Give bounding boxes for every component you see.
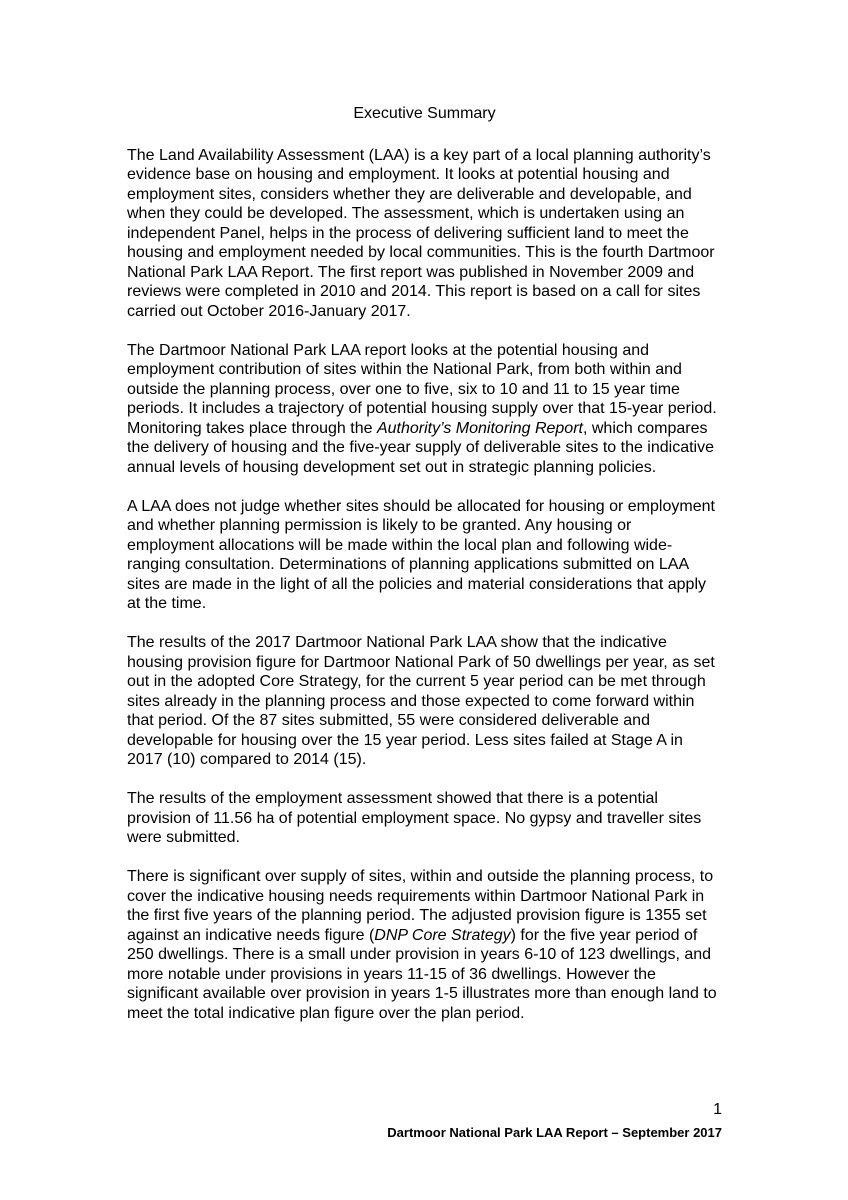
paragraph: [127, 867, 722, 1023]
paragraph: [127, 789, 722, 848]
page-number: 1: [713, 1101, 722, 1118]
text-run: A LAA does not judge whether sites should be allocated for housing or employment and whether planning permission is likely to be granted. Any housing or employment allocations will be made within the local plan and following wide-ranging consultation. Determinations of planning applications submitted on LAA sites are made in the light of all the policies and material considerations that apply at the time.: [127, 497, 715, 612]
paragraph: [127, 146, 722, 322]
page-content: [127, 104, 722, 1043]
italic-text-run: DNP Core Strategy: [374, 926, 511, 944]
paragraph: [127, 633, 722, 770]
page-title: Executive Summary: [353, 105, 496, 122]
page-footer: [127, 1100, 722, 1141]
text-run: The results of the 2017 Dartmoor National Park LAA show that the indicative housing provision figure for Dartmoor National Park of 50 dwellings per year, as set out in the adopted Core Strategy, for the current 5 year period can be met through sites already in the planning process and those expected to come forward within that period. Of the 87 sites submitted, 55 were considered deliverable and developable for housing over the 15 year period. Less sites failed at Stage A in 2017 (10) compared to 2014 (15).: [127, 634, 715, 768]
footer-report-title: Dartmoor National Park LAA Report – September 2017: [387, 1124, 722, 1140]
text-run: The results of the employment assessment showed that there is a potential provision of 11.56 ha of potential employment space. No gypsy and traveller sites were submitted.: [127, 790, 702, 846]
text-run: The Dartmoor National Park LAA report looks at the potential housing and employment contribution of sites within the National Park, from both within and outside the planning process, over one to five, six to 10 and 11 to 15 year time periods. It includes a trajectory of potential housing supply over that 15-year period. Monitoring takes place through the: [127, 341, 717, 437]
body-paragraphs: [127, 146, 722, 1024]
paragraph: [127, 341, 722, 478]
italic-text-run: Authority’s Monitoring Report: [376, 419, 583, 437]
text-run: The Land Availability Assessment (LAA) is a key part of a local planning authority’s evidence base on housing and employment. It looks at potential housing and employment sites, considers whether they are deliverable and developable, and when they could be developed. The assessment, which is undertaken using an independent Panel, helps in the process of delivering sufficient land to meet the housing and employment needed by local communities. This is the fourth Dartmoor National Park LAA Report. The first report was published in November 2009 and reviews were completed in 2010 and 2014. This report is based on a call for sites carried out October 2016-January 2017.: [127, 146, 715, 320]
paragraph: [127, 497, 722, 614]
text-run: , which compares the delivery of housing and the five-year supply of deliverable sites to the indicative annual levels of housing development set out in strategic planning policies.: [127, 419, 715, 476]
text-run: There is significant over supply of sites, within and outside the planning process, to cover the indicative housing needs requirements within Dartmoor National Park in the first five years of the planning period. The adjusted provision figure is 1355 set against an indicative needs figure (: [127, 868, 714, 944]
text-run: ) for the five year period of 250 dwellings. There is a small under provision in years 6-10 of 123 dwellings, and more notable under provisions in years 11-15 of 36 dwellings. However the significant available over provision in years 1-5 illustrates more than enough land to meet the total indicative plan figure over the plan period.: [127, 926, 717, 1022]
